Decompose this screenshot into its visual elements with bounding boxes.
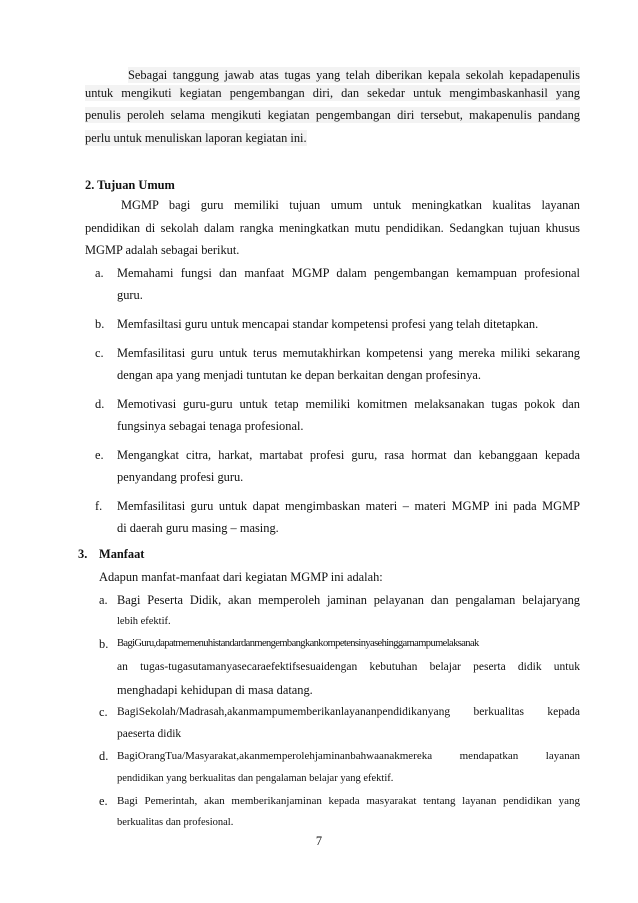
list-item-3c-line-2: paeserta didik [117, 728, 182, 740]
list-item-2b-line-1: Memfasiltasi guru untuk mencapai standar kompetensi profesi yang telah ditetapkan. [117, 317, 539, 331]
list-item-2d-line-2: fungsinya sebagai tenaga profesional. [117, 419, 304, 433]
list-marker-2c: c. [95, 346, 104, 360]
list-marker-3e: e. [99, 794, 108, 808]
section-3-heading: Manfaat [99, 547, 145, 561]
list-item-2a-line-2: guru. [117, 288, 143, 302]
section-2-para-line-1: MGMP bagi guru memiliki tujuan umum untuk meningkatkan kualitas layanan [121, 198, 580, 212]
section-2-para-line-2: pendidikan di sekolah dalam rangka meningkatkan mutu pendidikan. Sedangkan tujuan khusus [85, 221, 580, 235]
list-marker-3c: c. [99, 705, 108, 719]
section-3-intro: Adapun manfat-manfaat dari kegiatan MGMP ini adalah: [99, 570, 383, 584]
list-item-2d-line-1: Memotivasi guru-guru untuk tetap memiliki komitmen melaksanakan tugas pokok dan [117, 397, 580, 411]
list-item-2c-line-1: Memfasilitasi guru untuk terus memutakhirkan kompetensi yang mereka miliki sekarang [117, 346, 580, 360]
intro-line-3: penulis peroleh selama mengikuti kegiatan pengembangan diri tersebut, makapenulis pandang [85, 108, 580, 122]
list-item-2a-line-1: Memahami fungsi dan manfaat MGMP dalam pengembangan kemampuan profesional [117, 266, 580, 280]
intro-line-4: perlu untuk menuliskan laporan kegiatan ini. [85, 131, 307, 145]
list-item-2f-line-2: di daerah guru masing – masing. [117, 521, 279, 535]
section-2-para-line-3: MGMP adalah sebagai berikut. [85, 243, 240, 257]
list-marker-2e: e. [95, 448, 104, 462]
list-marker-2a: a. [95, 266, 104, 280]
list-item-3a-line-1: Bagi Peserta Didik, akan memperoleh jaminan pelayanan dan pengalaman belajaryang [117, 593, 580, 607]
page-number: 7 [315, 834, 323, 848]
list-item-2e-line-2: penyandang profesi guru. [117, 470, 244, 484]
list-item-3e-line-1: Bagi Pemerintah, akan memberikanjaminan kepada masyarakat tentang layanan pendidikan yang [117, 795, 580, 807]
list-marker-2f: f. [95, 499, 103, 513]
section-2-heading: 2. Tujuan Umum [85, 178, 175, 192]
list-item-3b-line-3: menghadapi kehidupan di masa datang. [117, 683, 313, 697]
list-marker-2d: d. [95, 397, 105, 411]
intro-line-2: untuk mengikuti kegiatan pengembangan diri, dan sekedar untuk mengimbaskanhasil yang [85, 86, 580, 100]
list-item-3a-line-2: lebih efektif. [117, 616, 171, 627]
list-item-2e-line-1: Mengangkat citra, harkat, martabat profesi guru, rasa hormat dan kebanggaan kepada [117, 448, 580, 462]
list-item-3d-line-1: BagiOrangTua/Masyarakat,akanmemperolehjaminanbahwaanakmereka mendapatkan layanan [117, 750, 580, 762]
section-3-number: 3. [78, 547, 88, 561]
list-item-2c-line-2: dengan apa yang menjadi tuntutan ke depan berkaitan dengan profesinya. [117, 368, 482, 382]
list-item-3b-line-1: BagiGuru,dapatmemenuhistandardanmengembangkankompetensinyasehinggamampumelaksanak [117, 638, 479, 649]
list-marker-2b: b. [95, 317, 105, 331]
list-marker-3a: a. [99, 593, 108, 607]
list-item-3d-line-2: pendidikan yang berkualitas dan pengalaman belajar yang efektif. [117, 773, 394, 784]
intro-line-1: Sebagai tanggung jawab atas tugas yang telah diberikan kepala sekolah kepadapenulis [128, 68, 580, 82]
list-marker-3d: d. [99, 749, 109, 763]
list-marker-3b: b. [99, 637, 109, 651]
list-item-3b-line-2: an tugas-tugasutamanyasecaraefektifsesuaidengan kebutuhan belajar peserta didik untuk [117, 661, 580, 673]
list-item-3e-line-2: berkualitas dan profesional. [117, 817, 234, 828]
list-item-2f-line-1: Memfasilitasi guru untuk dapat mengimbaskan materi – materi MGMP ini pada MGMP [117, 499, 580, 513]
list-item-3c-line-1: BagiSekolah/Madrasah,akanmampumemberikanlayananpendidikanyang berkualitas kepada [117, 706, 580, 718]
